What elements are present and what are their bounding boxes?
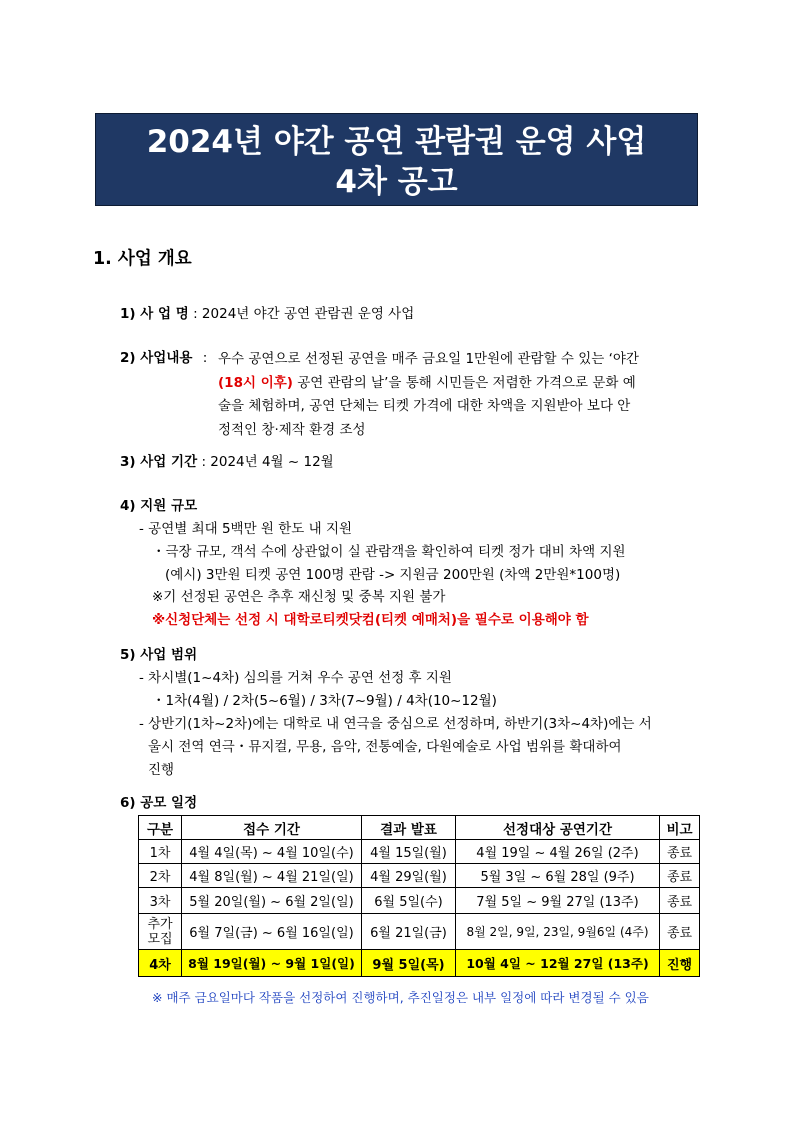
scope-line-4: 울시 전역 연극・뮤지컬, 무용, 음악, 전통예술, 다원예술로 사업 범위를 확대하여 (148, 739, 622, 755)
scope-line-1: - 차시별(1~4차) 심의를 거쳐 우수 공연 선정 후 지원 (139, 670, 452, 686)
cell-announce: 9월 5일(목) (362, 950, 456, 977)
header-note: 비고 (660, 816, 700, 840)
cell-note: 종료 (660, 888, 700, 914)
support-scale-heading: 4) 지원 규모 (120, 498, 198, 514)
title-line-1: 2024년 야간 공연 관람권 운영 사업 (146, 124, 647, 160)
business-content-colon: : (202, 350, 208, 366)
scope-line-5: 진행 (148, 762, 175, 778)
content-line-3: 술을 체험하며, 공연 단체는 티켓 가격에 대한 차액을 지원받아 보다 안 (218, 398, 631, 414)
header-period: 선정대상 공연기간 (456, 816, 660, 840)
section-heading: 1. 사업 개요 (93, 249, 192, 269)
content-line-1: 우수 공연으로 선정된 공연을 매주 금요일 1만원에 관람할 수 있는 ‘야간 (218, 351, 639, 367)
title-banner (95, 113, 698, 206)
table-row (139, 864, 700, 888)
content-line-2-rest: 공연 관람의 날’을 통해 시민들은 저렴한 가격으로 문화 예 (292, 374, 636, 391)
cell-announce: 6월 5일(수) (362, 888, 456, 914)
schedule-heading: 6) 공모 일정 (120, 795, 198, 811)
header-announce: 결과 발표 (362, 816, 456, 840)
content-line-2 (218, 372, 698, 396)
table-row (139, 914, 700, 950)
cell-reception: 4월 8일(월) ~ 4월 21일(일) (182, 864, 362, 888)
cell-reception: 4월 4일(목) ~ 4월 10일(수) (182, 840, 362, 864)
cell-announce: 4월 15일(월) (362, 840, 456, 864)
business-content-label-row (120, 348, 207, 368)
schedule-footnote: ※ 매주 금요일마다 작품을 선정하여 진행하며, 추진일정은 내부 일정에 따라 변경될 수 있음 (152, 990, 649, 1005)
cell-round: 3차 (139, 888, 182, 914)
content-time-emphasis: (18시 이후) (218, 374, 293, 391)
cell-announce: 4월 29일(월) (362, 864, 456, 888)
cell-period: 8월 2일, 9일, 23일, 9월6일 (4주) (456, 914, 660, 950)
title-line-2: 4차 공고 (335, 164, 458, 200)
cell-reception: 5월 20일(월) ~ 6월 2일(일) (182, 888, 362, 914)
business-content-label: 2) 사업내용 (120, 350, 193, 366)
cell-period: 5월 3일 ~ 6월 28일 (9주) (456, 864, 660, 888)
cell-round: 1차 (139, 840, 182, 864)
content-line-4: 정적인 창·제작 환경 조성 (218, 421, 366, 438)
table-header-row (139, 816, 700, 840)
support-scale-note-2: ※신청단체는 선정 시 대학로티켓닷컴(티켓 예매처)을 필수로 이용해야 함 (152, 612, 589, 628)
cell-note: 종료 (660, 864, 700, 888)
cell-note: 종료 (660, 914, 700, 950)
scope-line-3: - 상반기(1차~2차)에는 대학로 내 연극을 중심으로 선정하며, 하반기(3차~4차)에는 서 (139, 716, 652, 732)
schedule-table (138, 815, 700, 977)
table-row (139, 840, 700, 864)
cell-round-line-2: 모집 (147, 931, 173, 947)
cell-round (139, 914, 182, 950)
business-content-text (218, 348, 698, 442)
table-row-highlighted (139, 950, 700, 977)
business-period-value: : 2024년 4월 ~ 12월 (201, 454, 334, 470)
support-scale-line-3: (예시) 3만원 티켓 공연 100명 관람 -> 지원금 200만원 (차액 2만원*100명) (165, 567, 621, 583)
cell-reception: 8월 19일(월) ~ 9월 1일(일) (182, 950, 362, 977)
cell-round-line-1: 추가 (147, 916, 173, 932)
cell-period: 7월 5일 ~ 9월 27일 (13주) (456, 888, 660, 914)
table-row (139, 888, 700, 914)
support-scale-note-1: ※기 선정된 공연은 추후 재신청 및 중복 지원 불가 (152, 589, 446, 605)
cell-period: 4월 19일 ~ 4월 26일 (2주) (456, 840, 660, 864)
cell-round: 2차 (139, 864, 182, 888)
cell-reception: 6월 7일(금) ~ 6월 16일(일) (182, 914, 362, 950)
cell-round: 4차 (139, 950, 182, 977)
cell-announce: 6월 21일(금) (362, 914, 456, 950)
header-round: 구분 (139, 816, 182, 840)
header-reception: 접수 기간 (182, 816, 362, 840)
support-scale-line-1: - 공연별 최대 5백만 원 한도 내 지원 (139, 521, 353, 537)
business-period-label: 3) 사업 기간 (120, 454, 198, 470)
cell-period: 10월 4일 ~ 12월 27일 (13주) (456, 950, 660, 977)
business-name-value: : 2024년 야간 공연 관람권 운영 사업 (193, 306, 415, 322)
business-period-row (120, 452, 334, 472)
scope-line-2: ・1차(4월) / 2차(5~6월) / 3차(7~9월) / 4차(10~12월) (152, 693, 497, 709)
business-name-label: 1) 사 업 명 (120, 306, 189, 322)
business-name-row (120, 304, 414, 324)
cell-note: 종료 (660, 840, 700, 864)
cell-note: 진행 (660, 950, 700, 977)
scope-heading: 5) 사업 범위 (120, 647, 198, 663)
support-scale-line-2: ・극장 규모, 객석 수에 상관없이 실 관람객을 확인하여 티켓 정가 대비 차액 지원 (152, 544, 626, 560)
